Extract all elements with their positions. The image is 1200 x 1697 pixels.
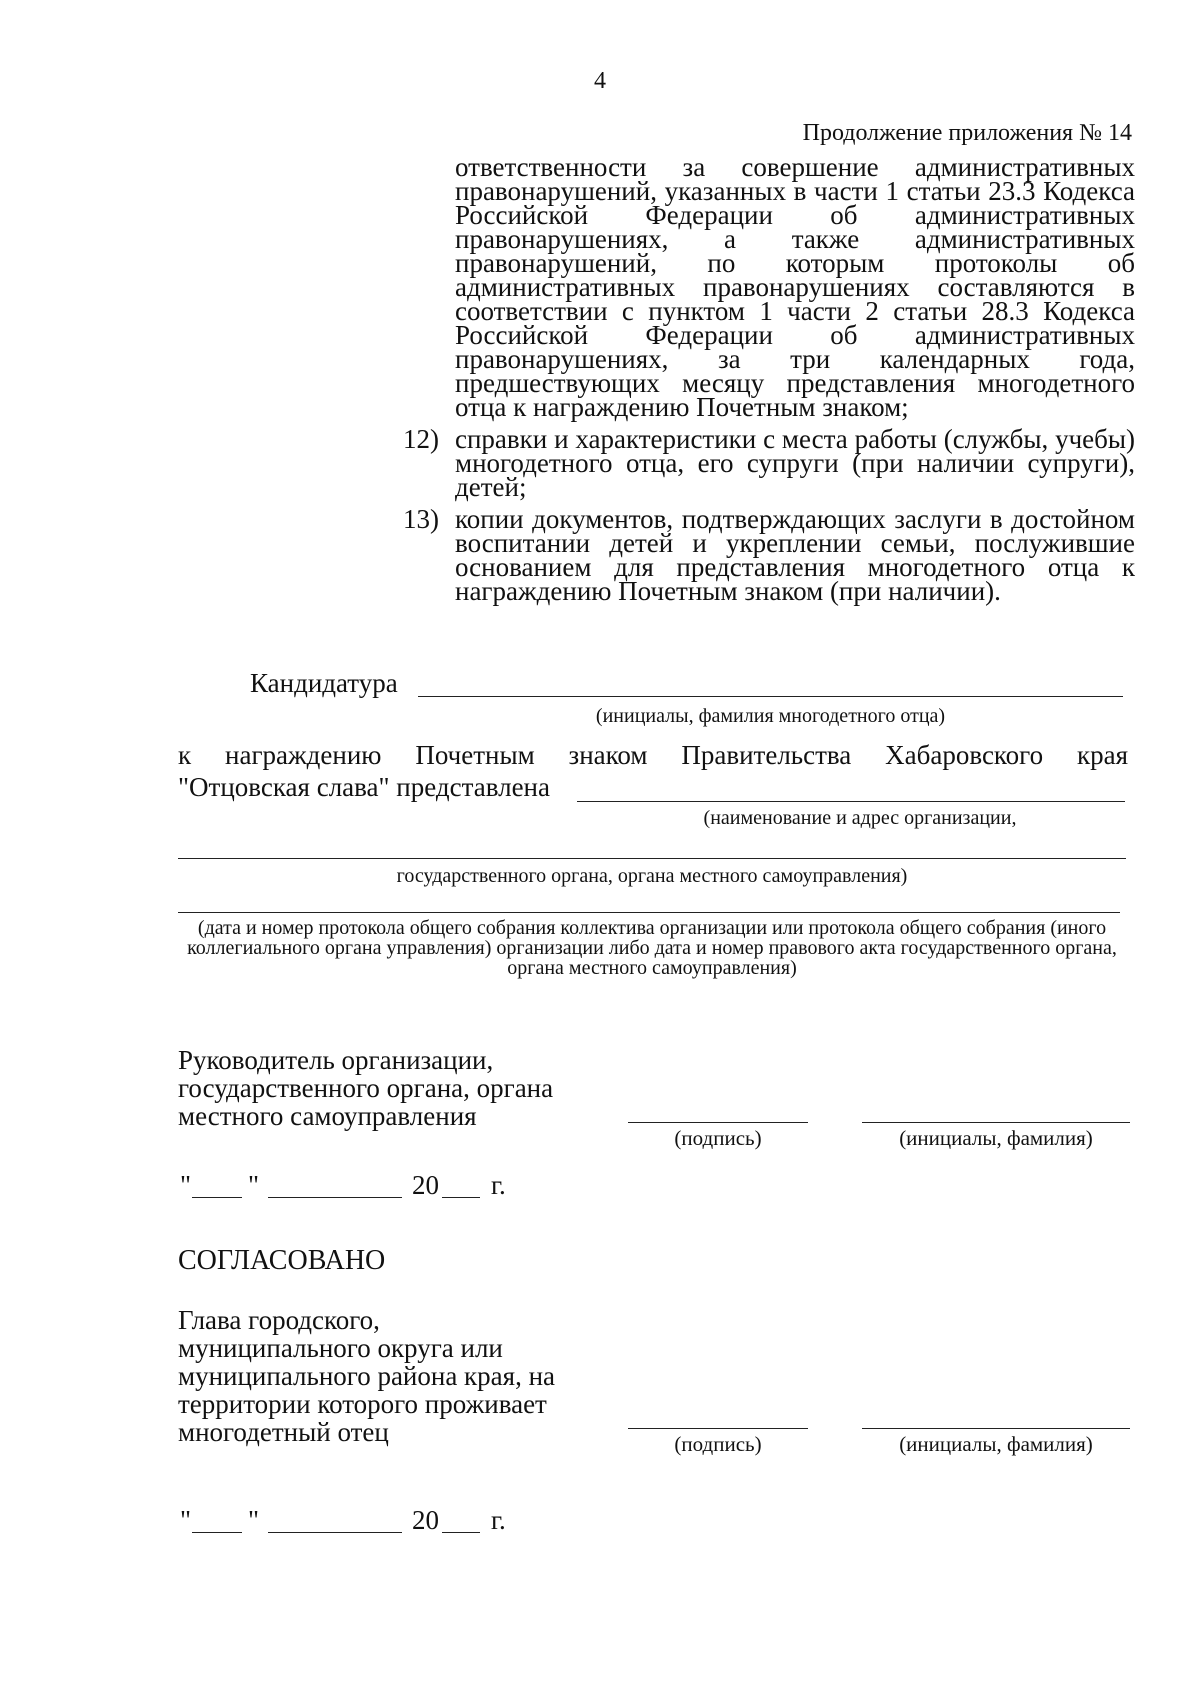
list-item-text: копии документов, подтверждающих заслуги в достойном воспитании детей и укреплении семьи, послужившие основанием для представления многодетного отца к награждению Почетным знаком (при наличии). xyxy=(455,504,1135,606)
award-text-line1: к награждению Почетным знаком Правительства Хабаровского края xyxy=(178,740,1128,770)
date-month-line xyxy=(268,1197,402,1198)
candidate-label: Кандидатура xyxy=(250,668,398,698)
approval-name-caption: (инициалы, фамилия) xyxy=(899,1432,1093,1456)
date-quote-close: " xyxy=(248,1170,260,1200)
approval-date-quote-close: " xyxy=(248,1505,260,1535)
date-quote-open: " xyxy=(180,1170,192,1200)
approval-heading: СОГЛАСОВАНО xyxy=(178,1245,386,1276)
appendix-label: Продолжение приложения № 14 xyxy=(802,120,1132,146)
signature-caption: (подпись) xyxy=(674,1126,762,1150)
list-continuation: ответственности за совершение административных правонарушений, указанных в части 1 статьи 23.3 Кодекса Российской Федерации об административных правонарушениях, а также административных правонарушений, по которым протоколы об административных правонарушениях составляются в соответствии с пунктом 1 части 2 статьи 28.3 Кодекса Российской Федерации об административных правонарушениях, за три календарных года, предшествующих месяцу представления многодетного отца к награждению Почетным знаком; xyxy=(455,152,1135,422)
head-of-municipality-title: Глава городского, муниципального округа или муниципального района края, на территории которого проживает многодетный отец xyxy=(178,1305,556,1447)
name-caption: (инициалы, фамилия) xyxy=(899,1126,1093,1150)
list-item-number: 13) xyxy=(403,504,439,534)
organization-caption-2: государственного органа, органа местного самоуправления) xyxy=(396,865,908,887)
organization-blank-line xyxy=(577,801,1125,802)
page-number: 4 xyxy=(594,68,606,94)
candidate-blank-line xyxy=(418,696,1123,697)
organization-caption: (наименование и адрес организации, xyxy=(703,807,1017,829)
approval-signature-line xyxy=(628,1428,808,1429)
approval-date-year: 20 xyxy=(412,1505,439,1535)
approval-signature-caption: (подпись) xyxy=(674,1432,762,1456)
name-line xyxy=(862,1122,1130,1123)
approval-date-month-line xyxy=(268,1532,402,1533)
approval-name-line xyxy=(862,1428,1130,1429)
approval-date-quote-open: " xyxy=(180,1505,192,1535)
approval-date-year-line xyxy=(442,1532,480,1533)
organization-blank-line-2 xyxy=(178,858,1126,859)
list-item-number: 12) xyxy=(403,424,439,454)
list-item xyxy=(403,504,1135,606)
date-year: 20 xyxy=(412,1170,439,1200)
approval-date-day-line xyxy=(192,1532,242,1533)
signature-line xyxy=(628,1122,808,1123)
candidate-caption: (инициалы, фамилия многодетного отца) xyxy=(595,705,946,727)
protocol-blank-line xyxy=(178,912,1120,913)
list-item-text: справки и характеристики с места работы (службы, учебы) многодетного отца, его супруги (при наличии супруги), детей; xyxy=(455,424,1135,502)
list-item xyxy=(403,424,1135,502)
approval-date-suffix: г. xyxy=(491,1505,506,1535)
award-text-line2: "Отцовская слава" представлена xyxy=(178,772,550,802)
document-list xyxy=(403,152,1135,606)
head-of-organization-title: Руководитель организации, государственного органа, органа местного самоуправления xyxy=(178,1045,554,1131)
date-year-line xyxy=(442,1197,480,1198)
date-day-line xyxy=(192,1197,242,1198)
date-suffix: г. xyxy=(491,1170,506,1200)
protocol-caption: (дата и номер протокола общего собрания коллектива организации или протокола общего собрания (иного коллегиального органа управления) организации либо дата и номер правового акта государственного органа, органа местного самоуправления) xyxy=(187,917,1117,979)
